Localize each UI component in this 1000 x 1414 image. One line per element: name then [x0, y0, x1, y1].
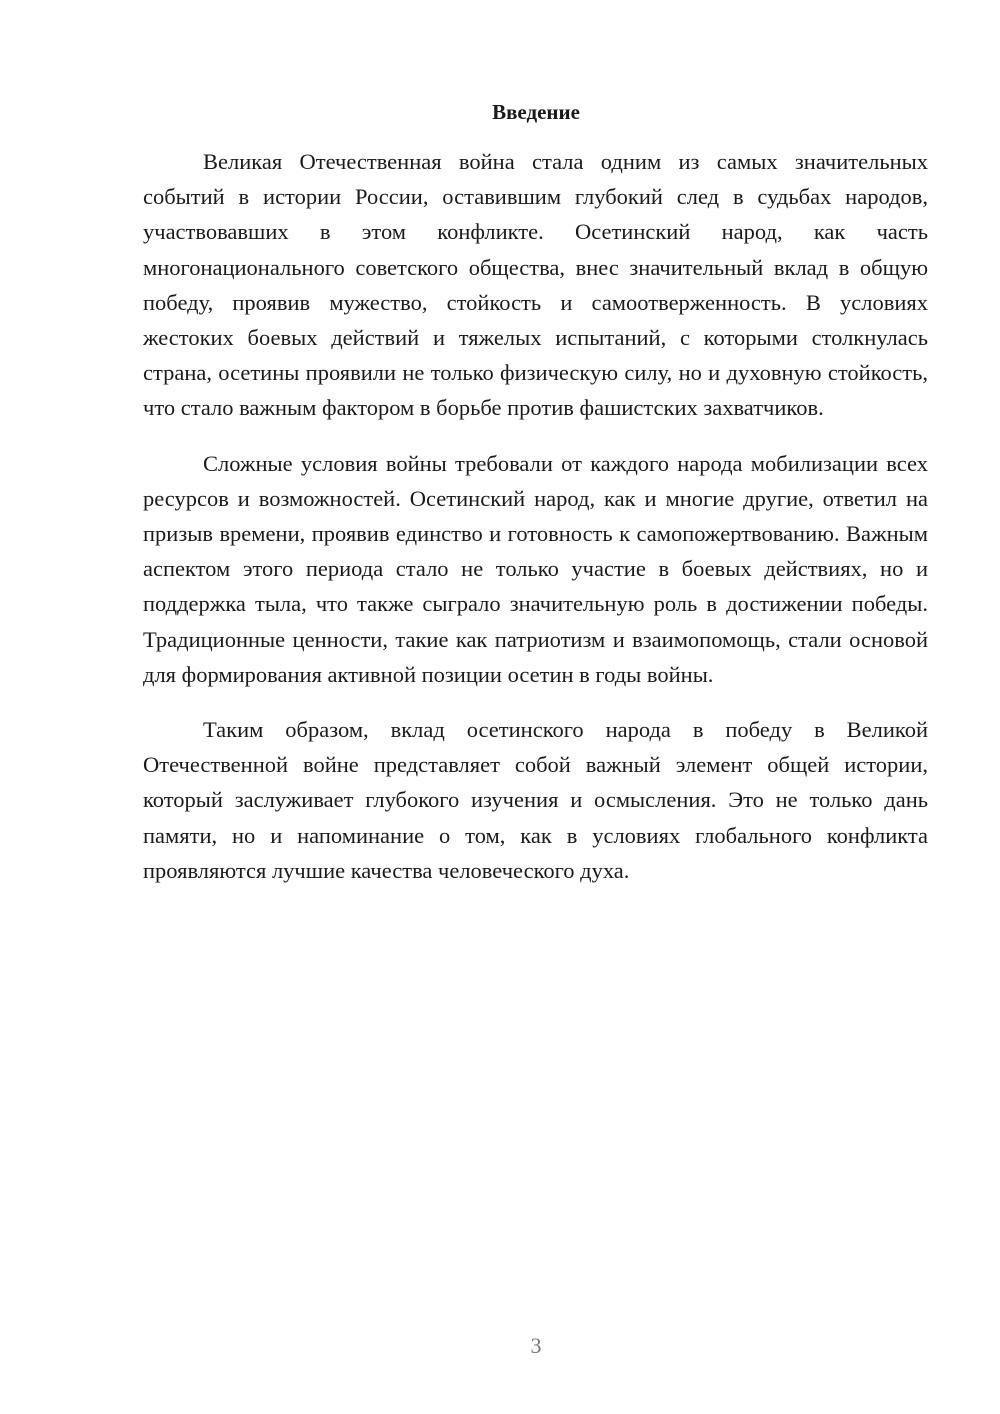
- paragraph-2: Сложные условия войны требовали от каждого народа мобилизации всех ресурсов и возможностей. Осетинский народ, как и многие другие, ответил на призыв времени, проявив единство и готовность к самопожертвованию. Важным аспектом этого периода стало не только участие в боевых действиях, но и поддержка тыла, что также сыграло значительную роль в достижении победы. Традиционные ценности, такие как патриотизм и взаимопомощь, стали основой для формирования активной позиции осетин в годы войны.: [143, 450, 928, 687]
- paragraph-1: Великая Отечественная война стала одним из самых значительных событий в истории России, оставившим глубокий след в судьбах народов, участвовавших в этом конфликте. Осетинский народ, как часть многонационального советского общества, внес значительный вклад в общую победу, проявив мужество, стойкость и самоотверженность. В условиях жестоких боевых действий и тяжелых испытаний, с которыми столкнулась страна, осетины проявили не только физическую силу, но и духовную стойкость, что стало важным фактором в борьбе против фашистских захватчиков.: [143, 149, 928, 421]
- paragraph-3: Таким образом, вклад осетинского народа в победу в Великой Отечественной войне представляет собой важный элемент общей истории, который заслуживает глубокого изучения и осмысления. Это не только дань памяти, но и напоминание о том, как в условиях глобального конфликта проявляются лучшие качества человеческого духа.: [143, 717, 928, 883]
- section-title: Введение: [492, 100, 580, 124]
- body-text: [143, 144, 928, 908]
- page-number: 3: [530, 1333, 542, 1358]
